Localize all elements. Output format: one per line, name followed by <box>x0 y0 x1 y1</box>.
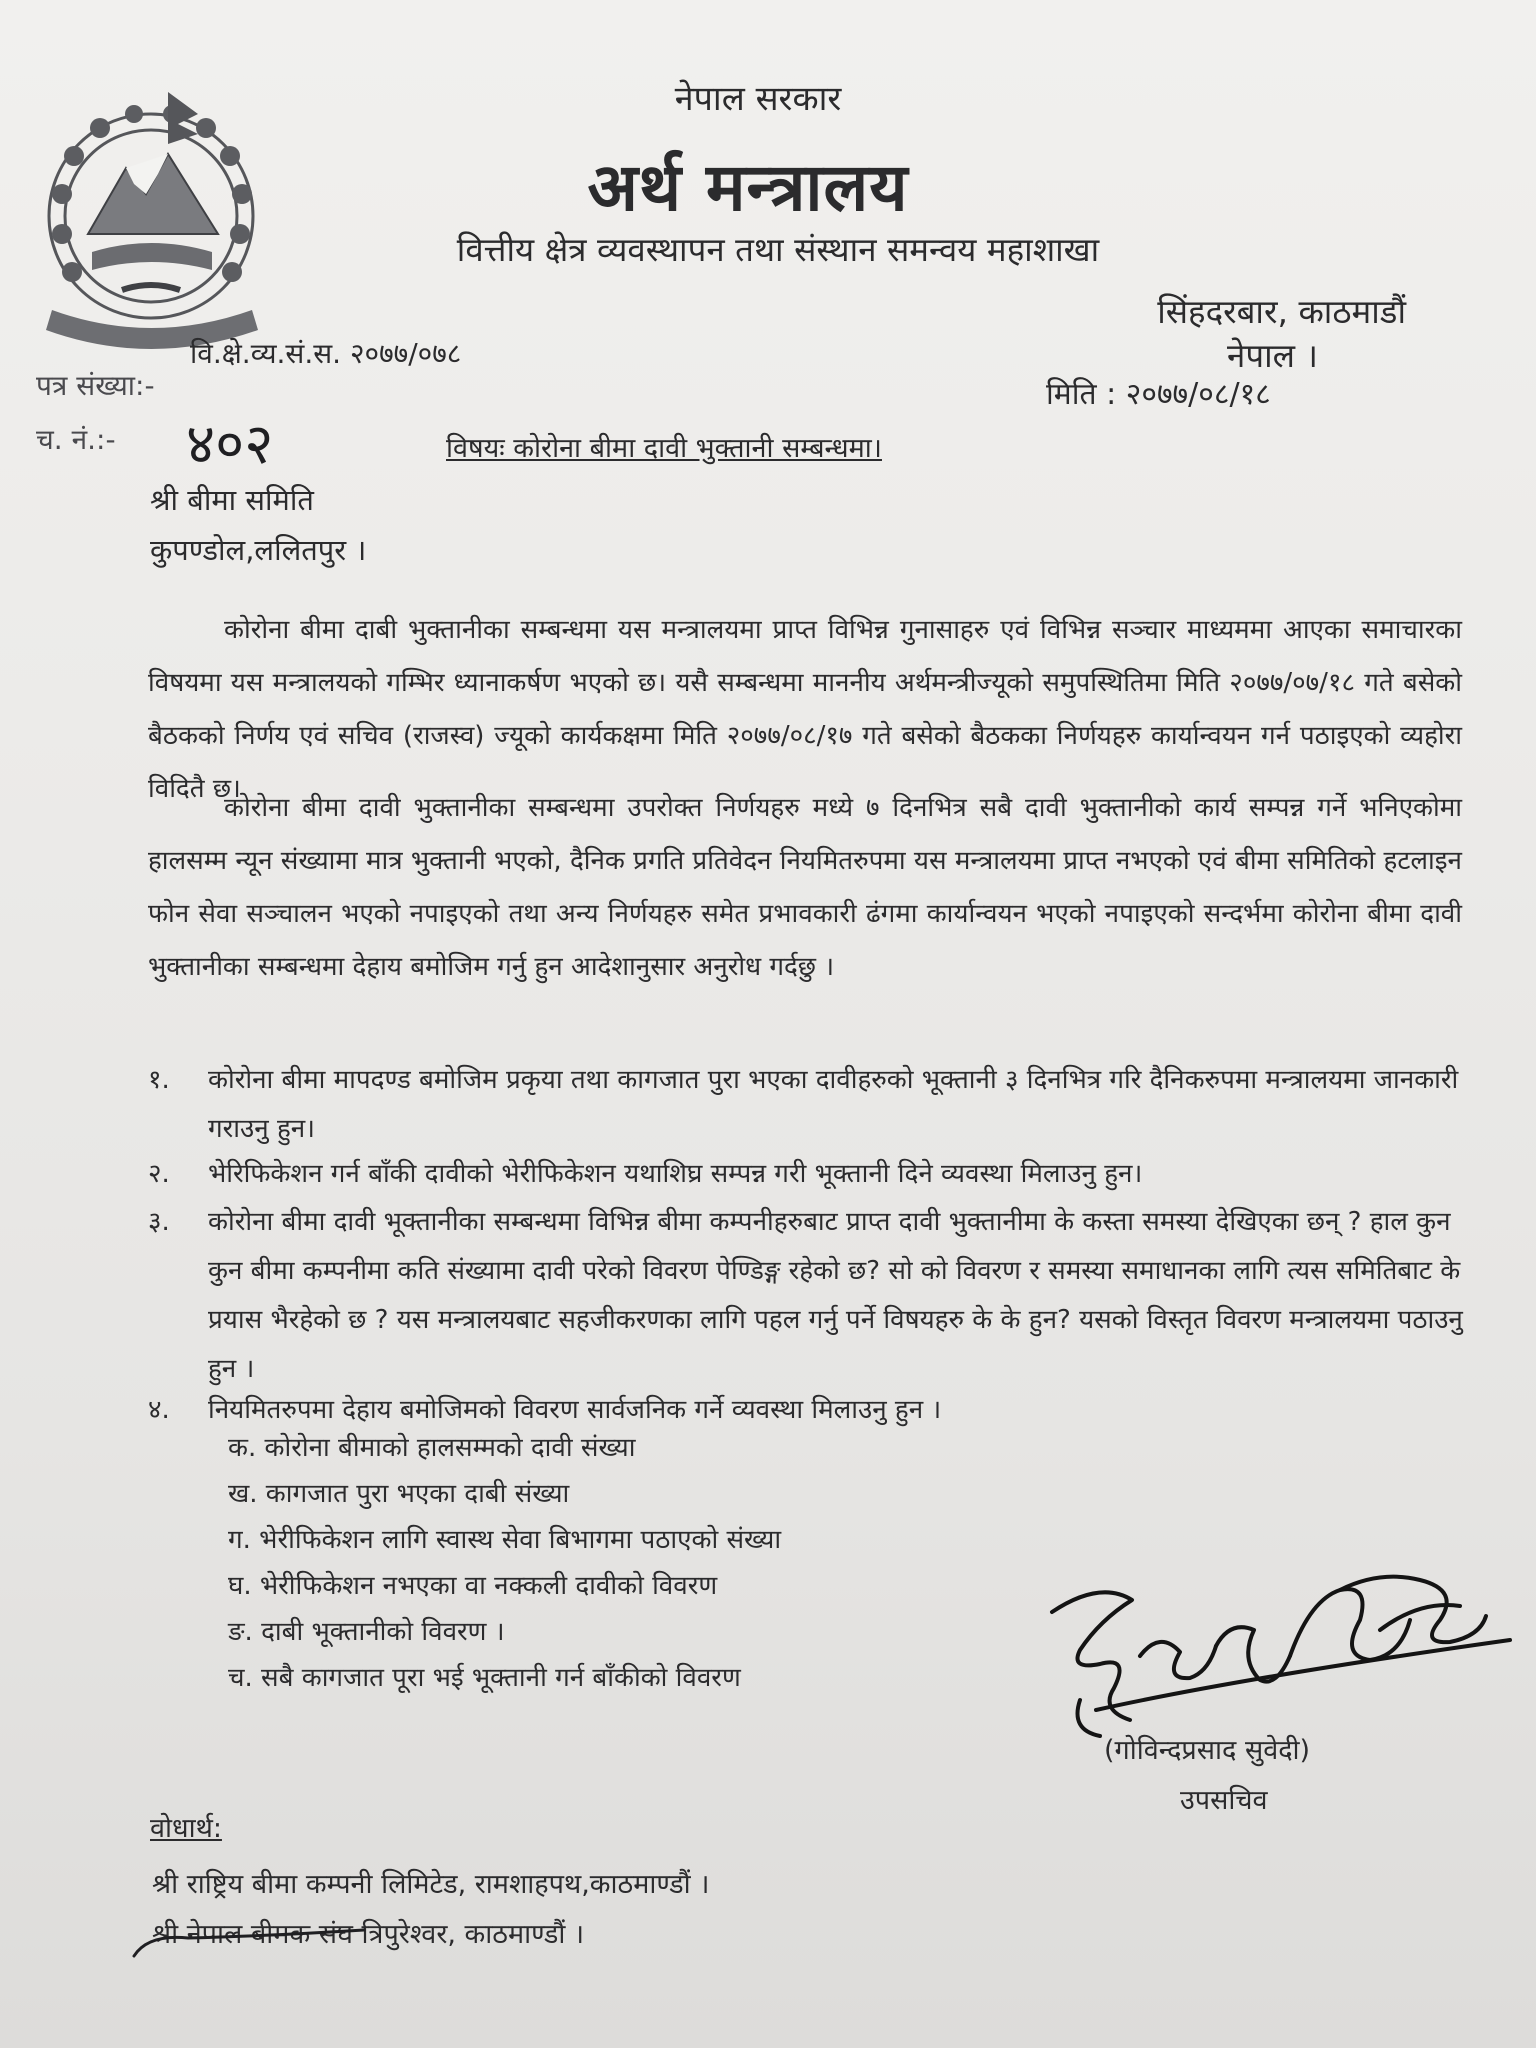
sub-item: ग. भेरीफिकेशन लागि स्वास्थ सेवा बिभागमा पठाएको संख्या <box>228 1525 782 1555</box>
letter-date: मिति : २०७७/०८/१८ <box>1046 377 1271 412</box>
ministry-title: अर्थ मन्त्रालय <box>587 149 909 226</box>
instruction-item <box>148 1150 1468 1199</box>
instruction-number: ४. <box>148 1395 170 1425</box>
reference-number: वि.क्षे.व्य.सं.स. २०७७/०७८ <box>190 337 462 370</box>
office-address-line1: सिंहदरबार, काठमाडौं <box>1157 292 1406 331</box>
body-paragraph-2: कोरोना बीमा दावी भुक्तानीका सम्बन्धमा उपरोक्त निर्णयहरु मध्ये ७ दिनभित्र सबै दावी भुक्तानीको कार्य सम्पन्न गर्ने भनिएकोमा हालसम्म न्यून संख्यामा मात्र भुक्तानी भएको, दैनिक प्रगति प्रतिवेदन नियमितरुपमा यस मन्त्रालयमा प्राप्त नभएको एवं बीमा समितिको हटलाइन फोन सेवा सञ्चालन भएको नपाइएको तथा अन्य निर्णयहरु समेत प्रभावकारी ढंगमा कार्यान्वयन भएको नपाइएको सन्दर्भमा कोरोना बीमा दावी भुक्तानीका सम्बन्धमा देहाय बमोजिम गर्नु हुन आदेशानुसार अनुरोध गर्दछु । <box>148 793 1462 982</box>
cc-heading: वोधार्थ: <box>150 1813 222 1844</box>
sub-item: घ. भेरीफिकेशन नभएका वा नक्कली दावीको विवरण <box>228 1571 718 1601</box>
body-paragraph-1: कोरोना बीमा दाबी भुक्तानीका सम्बन्धमा यस मन्त्रालयमा प्राप्त विभिन्न गुनासाहरु एवं विभिन्न सञ्चार माध्यममा आएका समाचारका विषयमा यस मन्त्रालयको गम्भिर ध्यानाकर्षण भएको छ। यसै सम्बन्धमा माननीय अर्थमन्त्रीज्यूको समुपस्थितिमा मिति २०७७/०७/१८ गते बसेको बैठकको निर्णय एवं सचिव (राजस्व) ज्यूको कार्यकक्षमा मिति २०७७/०८/१७ गते बसेको बैठकका निर्णयहरु कार्यान्वयन गर्न पठाइएको व्यहोरा विदितै छ। <box>148 615 1462 804</box>
recipient-address: कुपण्डोल,ललितपुर । <box>150 533 367 567</box>
office-address-line2: नेपाल । <box>1227 336 1318 375</box>
signer-designation: उपसचिव <box>1180 1785 1268 1816</box>
instruction-number: ३. <box>148 1207 170 1237</box>
instruction-text: भेरिफिकेशन गर्न बाँकी दावीको भेरीफिकेशन यथाशिघ्र सम्पन्न गरी भूक्तानी दिने व्यवस्था मिलाउनु हुन। <box>208 1159 1143 1189</box>
division-title: वित्तीय क्षेत्र व्यवस्थापन तथा संस्थान समन्वय महाशाखा <box>456 230 1100 269</box>
dispatch-number: ४०२ <box>186 412 274 477</box>
instruction-text: कोरोना बीमा दावी भूक्तानीका सम्बन्धमा विभिन्न बीमा कम्पनीहरुबाट प्राप्त दावी भुक्तानीमा के कस्ता समस्या देखिएका छन् ? हाल कुन कुन बीमा कम्पनीमा कति संख्यामा दावी परेको विवरण पेण्डिङ्ग रहेको छ? सो को विवरण र समस्या समाधानका लागि त्यस समितिबाट के प्रयास भैरहेको छ ? यस मन्त्रालयबाट सहजीकरणका लागि पहल गर्नु पर्ने विषयहरु के के हुन? यसको विस्तृत विवरण मन्त्रालयमा पठाउनु हुन । <box>208 1207 1463 1384</box>
cc-recipient: श्री नेपाल बीमक संघ त्रिपुरेश्वर, काठमाण्डौं । <box>152 1919 585 1950</box>
instruction-text: कोरोना बीमा मापदण्ड बमोजिम प्रकृया तथा कागजात पुरा भएका दावीहरुको भूक्तानी ३ दिनभित्र गरि दैनिकरुपमा मन्त्रालयमा जानकारी गराउनु हुन। <box>208 1065 1459 1144</box>
sub-item: ङ. दाबी भूक्तानीको विवरण । <box>228 1617 505 1647</box>
letter-subject: विषयः कोरोना बीमा दावी भुक्तानी सम्बन्धमा। <box>446 433 882 464</box>
sub-item: ख. कागजात पुरा भएका दाबी संख्या <box>228 1479 570 1509</box>
sub-item: क. कोरोना बीमाको हालसम्मको दावी संख्या <box>228 1433 636 1463</box>
cc-recipient: श्री राष्ट्रिय बीमा कम्पनी लिमिटेड, रामशाहपथ,काठमाण्डौं । <box>152 1869 710 1900</box>
government-title: नेपाल सरकार <box>674 79 842 119</box>
dispatch-label: च. नं.:- <box>36 423 116 456</box>
sub-item: च. सबै कागजात पूरा भई भूक्तानी गर्न बाँकीको विवरण <box>228 1663 741 1693</box>
reference-label: पत्र संख्या:- <box>36 369 155 402</box>
pen-mark <box>128 1924 368 1964</box>
instruction-item <box>148 1056 1468 1154</box>
signer-name: (गोविन्दप्रसाद सुवेदी) <box>1104 1735 1311 1766</box>
instruction-number: २. <box>148 1159 170 1189</box>
recipient-name: श्री बीमा समिति <box>150 483 314 517</box>
instruction-text: नियमितरुपमा देहाय बमोजिमको विवरण सार्वजनिक गर्ने व्यवस्था मिलाउनु हुन । <box>208 1395 942 1425</box>
instruction-item <box>148 1198 1468 1394</box>
instruction-number: १. <box>148 1065 170 1095</box>
handwritten-signature <box>1040 1560 1520 1750</box>
